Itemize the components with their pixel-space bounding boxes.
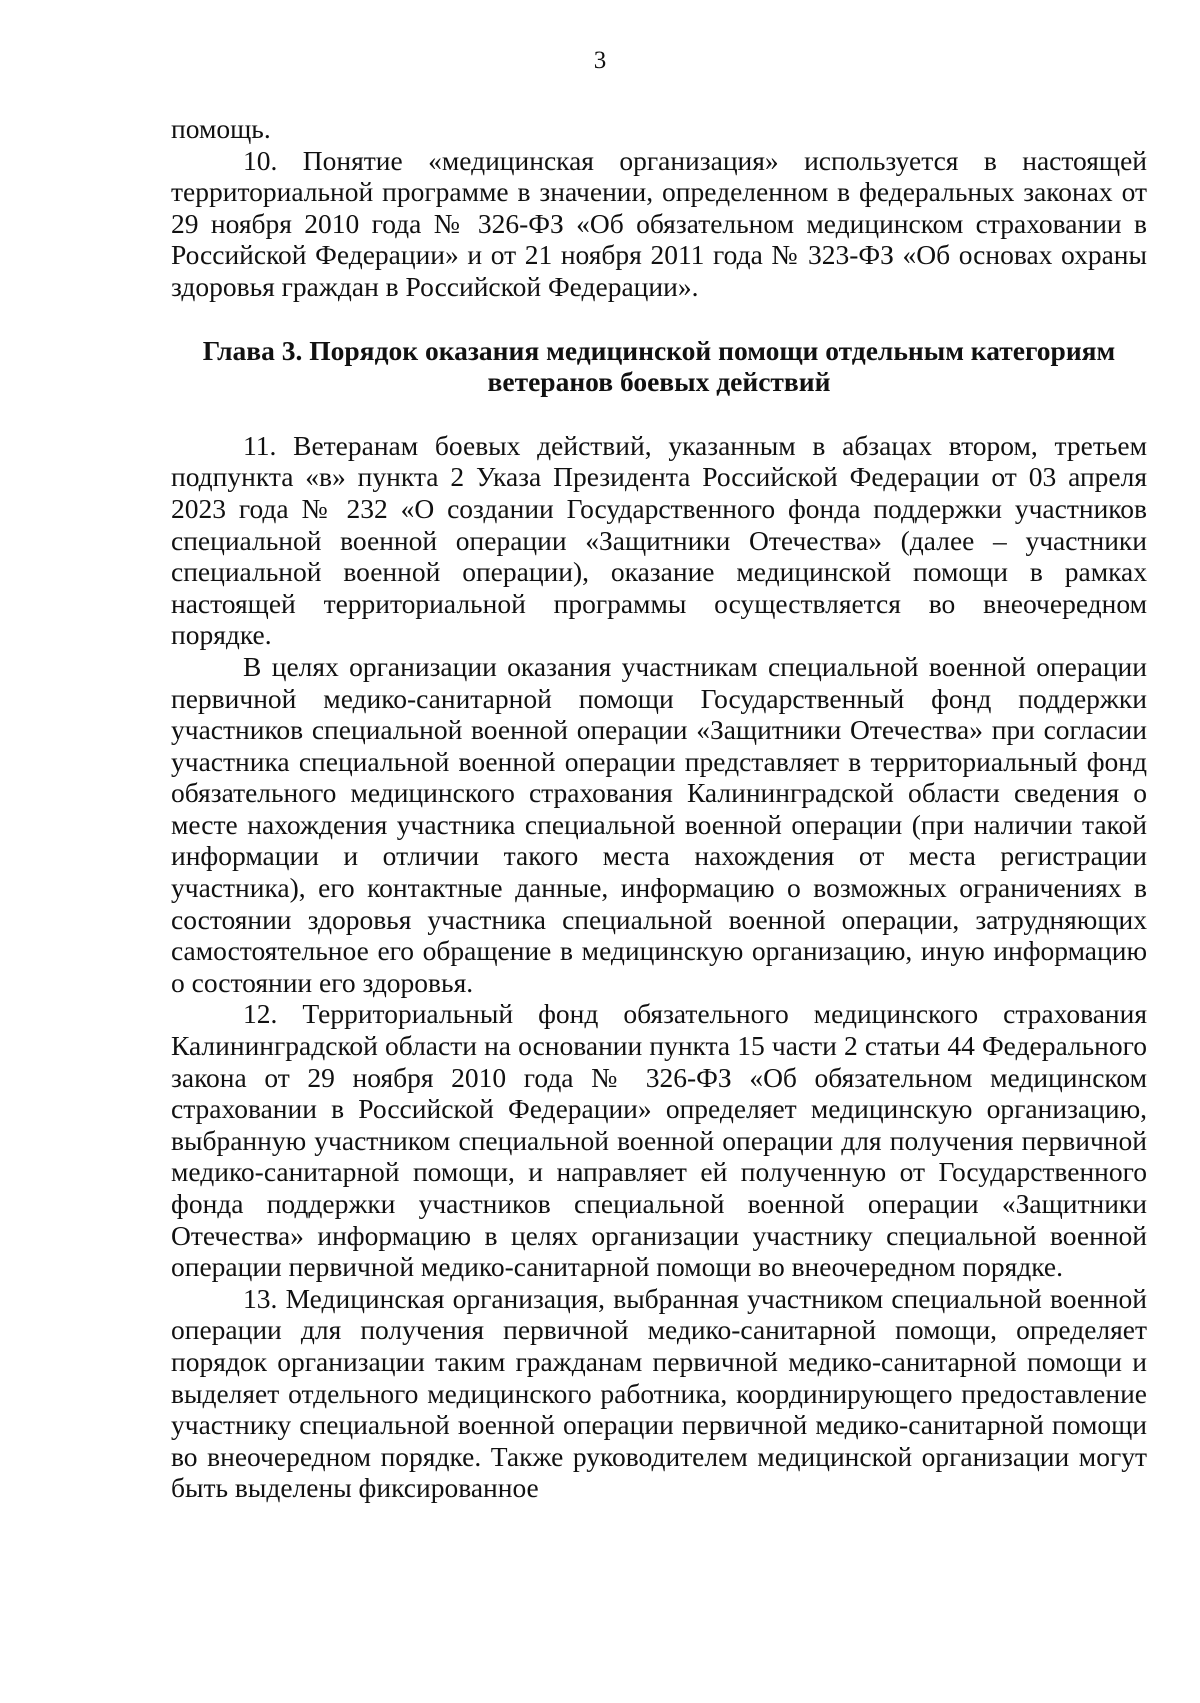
paragraph-10: 10. Понятие «медицинская организация» используется в настоящей территориальной программе в значении, определенном в федеральных законах от 29 ноября 2010 года № 326-ФЗ «Об обязательном медицинском страховании в Российской Федерации» и от 21 ноября 2011 года № 323-ФЗ «Об основах охраны здоровья граждан в Российской Федерации». (171, 144, 1147, 302)
paragraph-11-continued: В целях организации оказания участникам специальной военной операции первичной медико-санитарной помощи Государственный фонд поддержки участников специальной военной операции «Защитники Отечества» при согласии участника специальной военной операции представляет в территориальный фонд обязательного медицинского страхования Калининградской области сведения о месте нахождения участника специальной военной операции (при наличии такой информации и отличии такого места нахождения от места регистрации участника), его контактные данные, информацию о возможных ограничениях в состоянии здоровья участника специальной военной операции, затрудняющих самостоятельное его обращение в медицинскую организацию, иную информацию о состоянии его здоровья. (171, 650, 1147, 998)
paragraph-continuation: помощь. (171, 113, 271, 144)
paragraph-13: 13. Медицинская организация, выбранная участником специальной военной операции для получения первичной медико-санитарной помощи, определяет порядок организации таким гражданам первичной медико-санитарной помощи и выделяет отдельного медицинского работника, координирующего предоставление участнику специальной военной операции первичной медико-санитарной помощи во внеочередном порядке. Также руководителем медицинской организации могут быть выделены фиксированное (171, 1282, 1147, 1504)
paragraph-12: 12. Территориальный фонд обязательного медицинского страхования Калининградской области на основании пункта 15 части 2 статьи 44 Федерального закона от 29 ноября 2010 года № 326-ФЗ «Об обязательном медицинском страховании в Российской Федерации» определяет медицинскую организацию, выбранную участником специальной военной операции для получения первичной медико-санитарной помощи, и направляет ей полученную от Государственного фонда поддержки участников специальной военной операции «Защитники Отечества» информацию в целях организации участнику специальной военной операции первичной медико-санитарной помощи во внеочередном порядке. (171, 998, 1147, 1283)
document-body (171, 113, 1147, 1504)
page-number: 3 (593, 47, 607, 74)
chapter-heading-line-2: ветеранов боевых действий (487, 366, 831, 398)
chapter-heading-line-1: Глава 3. Порядок оказания медицинской помощи отдельным категориям (202, 334, 1116, 366)
paragraph-11: 11. Ветеранам боевых действий, указанным в абзацах втором, третьем подпункта «в» пункта 2 Указа Президента Российской Федерации от 03 апреля 2023 года № 232 «О создании Государственного фонда поддержки участников специальной военной операции «Защитники Отечества» (далее – участники специальной военной операции), оказание медицинской помощи в рамках настоящей территориальной программы осуществляется во внеочередном порядке. (171, 429, 1147, 651)
chapter-heading (171, 335, 1147, 398)
